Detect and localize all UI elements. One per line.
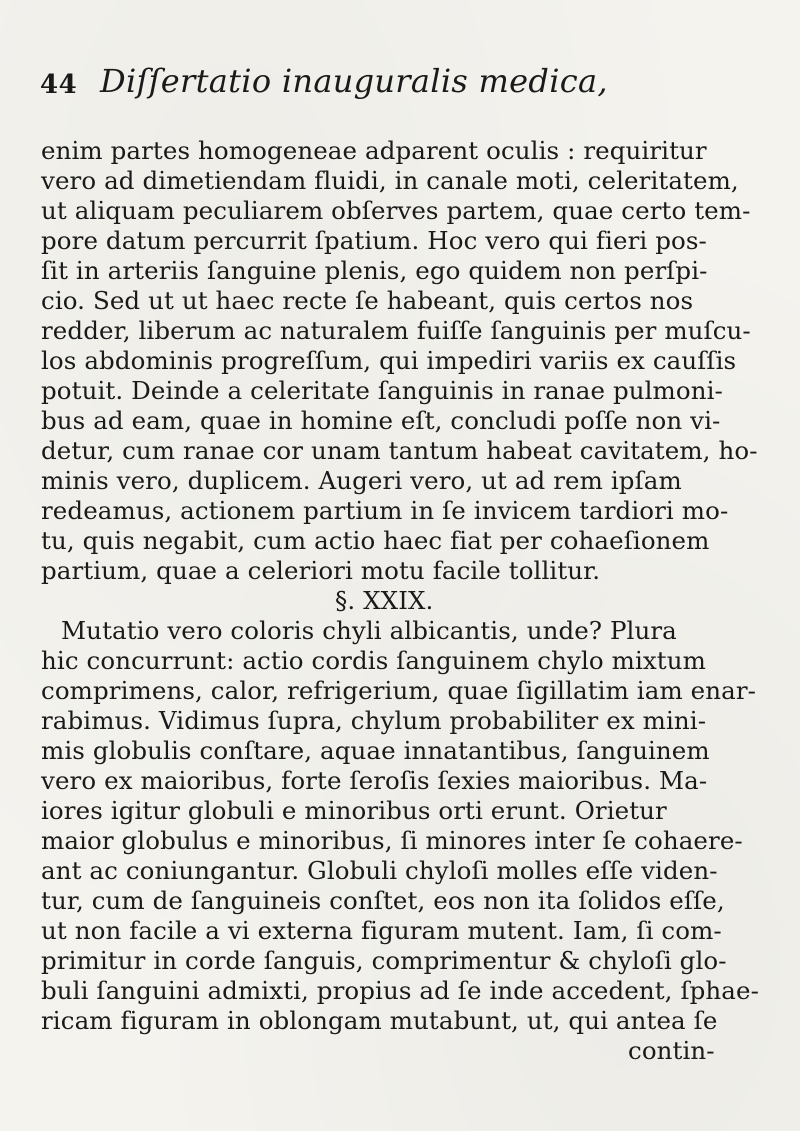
text-line: ant ac coniungantur. Globuli chyloſi molles eſſe viden- bbox=[41, 856, 718, 885]
catchword: contin- bbox=[628, 1036, 715, 1065]
text-line: redder, liberum ac naturalem fuiſſe ſanguinis per muſcu- bbox=[41, 316, 751, 345]
text-line: mis globulis conſtare, aquae innatantibus, ſanguinem bbox=[41, 736, 710, 765]
text-line: minis vero, duplicem. Augeri vero, ut ad rem ipſam bbox=[41, 466, 682, 495]
text-line: maior globulus e minoribus, ſi minores inter ſe cohaere- bbox=[41, 826, 743, 855]
text-line: primitur in corde ſanguis, comprimentur & chyloſi glo- bbox=[41, 946, 727, 975]
text-line: enim partes homogeneae adparent oculis : requiritur bbox=[41, 136, 707, 165]
text-line: partium, quae a celeriori motu facile tollitur. bbox=[41, 556, 601, 585]
text-line: redeamus, actionem partium in ſe invicem tardiori mo- bbox=[41, 496, 729, 525]
text-line: iores igitur globuli e minoribus orti erunt. Orietur bbox=[41, 796, 667, 825]
text-line: rabimus. Vidimus ſupra, chylum probabiliter ex mini- bbox=[41, 706, 707, 735]
text-line: los abdominis progreſſum, qui impediri variis ex cauſſis bbox=[41, 346, 737, 375]
text-line: hic concurrunt: actio cordis ſanguinem chylo mixtum bbox=[41, 646, 706, 675]
text-line: ſit in arteriis ſanguine plenis, ego quidem non perſpi- bbox=[41, 256, 708, 285]
text-line: vero ex maioribus, forte ſeroſis ſexies maioribus. Ma- bbox=[41, 766, 708, 795]
page-header bbox=[40, 58, 680, 104]
running-title: Diſſertatio inauguralis medica, bbox=[100, 62, 608, 100]
text-line: bus ad eam, quae in homine eſt, concludi poſſe non vi- bbox=[41, 406, 721, 435]
text-line: comprimens, calor, refrigerium, quae ſigillatim iam enar- bbox=[41, 676, 757, 705]
text-line: vero ad dimetiendam fluidi, in canale moti, celeritatem, bbox=[41, 166, 739, 195]
text-line: tu, quis negabit, cum actio haec fiat per cohaeſionem bbox=[41, 526, 710, 555]
text-line: ut non facile a vi externa figuram mutent. Iam, ſi com- bbox=[41, 916, 722, 945]
text-line: cio. Sed ut ut haec recte ſe habeant, quis certos nos bbox=[41, 286, 694, 315]
page-number: 44 bbox=[40, 70, 78, 100]
text-line: detur, cum ranae cor unam tantum habeat cavitatem, ho- bbox=[41, 436, 758, 465]
text-line: Mutatio vero coloris chyli albicantis, unde? Plura bbox=[61, 616, 677, 645]
text-line: buli ſanguini admixti, propius ad ſe inde accedent, ſphae- bbox=[41, 976, 759, 1005]
text-line: ut aliquam peculiarem obſerves partem, quae certo tem- bbox=[41, 196, 751, 225]
section-heading: §. XXIX. bbox=[335, 586, 434, 615]
text-line: pore datum percurrit ſpatium. Hoc vero qui fieri pos- bbox=[41, 226, 707, 255]
text-line: potuit. Deinde a celeritate ſanguinis in ranae pulmoni- bbox=[41, 376, 723, 405]
text-line: tur, cum de ſanguineis conſtet, eos non ita ſolidos eſſe, bbox=[41, 886, 725, 915]
text-line: ricam figuram in oblongam mutabunt, ut, qui antea ſe bbox=[41, 1006, 718, 1035]
